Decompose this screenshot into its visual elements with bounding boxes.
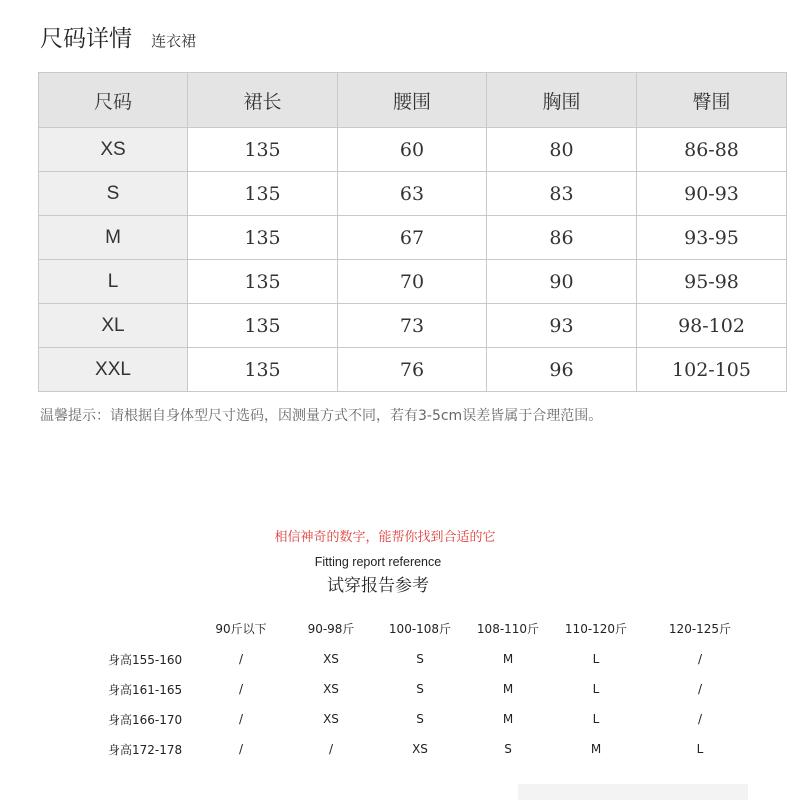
size-table-cell: 86 (487, 216, 637, 260)
height-label: 身高155-160 (108, 652, 183, 667)
size-table-cell: 93-95 (637, 216, 787, 260)
size-label-cell: S (39, 172, 188, 216)
height-label: 身高161-165 (108, 682, 183, 697)
fit-cell: / (697, 712, 703, 726)
fit-cell: M (502, 712, 514, 726)
size-table-cell: 73 (338, 304, 487, 348)
fit-cell: / (697, 682, 703, 696)
fit-cell: M (502, 652, 514, 666)
fitting-report-title-en: Fitting report reference (314, 555, 442, 569)
size-table-cell: 93 (487, 304, 637, 348)
size-table (38, 72, 787, 392)
size-table-cell: 60 (338, 128, 487, 172)
weight-header-row (100, 612, 760, 644)
size-table-header: 裙长 (188, 73, 338, 128)
size-table-cell: 70 (338, 260, 487, 304)
size-table-header: 腰围 (338, 73, 487, 128)
size-table-cell: 86-88 (637, 128, 787, 172)
fit-cell: S (416, 712, 424, 726)
fit-cell: XS (323, 682, 339, 696)
size-table-cell: 135 (188, 172, 338, 216)
size-table-cell: 102-105 (637, 348, 787, 392)
fit-cell: / (238, 742, 244, 756)
size-table-header: 胸围 (487, 73, 637, 128)
fit-cell: / (238, 652, 244, 666)
fit-cell: L (592, 652, 600, 666)
fit-cell: M (502, 682, 514, 696)
height-row (100, 704, 760, 734)
fit-cell: S (416, 682, 424, 696)
size-table-header: 臀围 (637, 73, 787, 128)
size-table-cell: 135 (188, 216, 338, 260)
page-subtitle: 连衣裙 (151, 32, 197, 50)
size-table-row (39, 348, 787, 392)
fit-cell: XS (323, 712, 339, 726)
fit-cell: L (592, 682, 600, 696)
corner-cell (100, 612, 196, 644)
size-table-cell: 90-93 (637, 172, 787, 216)
height-label: 身高172-178 (108, 742, 183, 757)
size-table-cell: 63 (338, 172, 487, 216)
size-table-row (39, 216, 787, 260)
size-table-cell: 67 (338, 216, 487, 260)
size-table-cell: 76 (338, 348, 487, 392)
size-table-header-row (39, 73, 787, 128)
height-label: 身高166-170 (108, 712, 183, 727)
size-table-row (39, 304, 787, 348)
size-table-cell: 135 (188, 260, 338, 304)
size-label-cell: XS (39, 128, 188, 172)
fit-cell: / (328, 742, 334, 756)
size-table-header: 尺码 (39, 73, 188, 128)
size-table-cell: 83 (487, 172, 637, 216)
size-table-row (39, 172, 787, 216)
size-table-cell: 95-98 (637, 260, 787, 304)
bottom-edge-bar (518, 784, 748, 800)
size-table-cell: 96 (487, 348, 637, 392)
size-tip-note: 温馨提示：请根据自身体型尺寸选码，因测量方式不同，若有3-5cm误差皆属于合理范围。 (40, 408, 603, 424)
size-label-cell: XL (39, 304, 188, 348)
size-table-cell: 135 (188, 128, 338, 172)
page-title: 尺码详情 (40, 26, 132, 52)
size-label-cell: L (39, 260, 188, 304)
page-header (40, 20, 196, 53)
size-label-cell: M (39, 216, 188, 260)
weight-header: 90斤以下 (215, 621, 267, 636)
fit-cell: / (238, 682, 244, 696)
fit-cell: XS (412, 742, 428, 756)
size-table-row (39, 260, 787, 304)
weight-header: 120-125斤 (668, 621, 732, 636)
fitting-reference-table (100, 612, 760, 764)
size-table-cell: 135 (188, 348, 338, 392)
weight-header: 90-98斤 (307, 621, 355, 636)
size-table-cell: 80 (487, 128, 637, 172)
fit-cell: XS (323, 652, 339, 666)
height-row (100, 734, 760, 764)
weight-header: 110-120斤 (564, 621, 628, 636)
fitting-slogan: 相信神奇的数字，能帮你找到合适的它 (274, 530, 496, 545)
fit-cell: S (416, 652, 424, 666)
fit-cell: L (696, 742, 704, 756)
fitting-report-title-cn: 试穿报告参考 (327, 576, 429, 596)
fit-cell: S (504, 742, 512, 756)
size-table-row (39, 128, 787, 172)
fit-cell: / (238, 712, 244, 726)
weight-header: 108-110斤 (476, 621, 540, 636)
height-row (100, 644, 760, 674)
height-row (100, 674, 760, 704)
fit-cell: L (592, 712, 600, 726)
fit-cell: M (590, 742, 602, 756)
size-table-cell: 98-102 (637, 304, 787, 348)
size-label-cell: XXL (39, 348, 188, 392)
weight-header: 100-108斤 (388, 621, 452, 636)
size-table-cell: 90 (487, 260, 637, 304)
size-table-cell: 135 (188, 304, 338, 348)
fit-cell: / (697, 652, 703, 666)
